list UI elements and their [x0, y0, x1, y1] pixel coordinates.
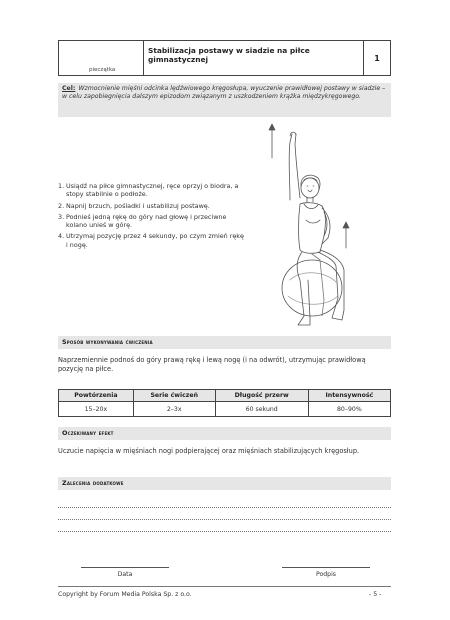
table-header: Serie ćwiczeń — [133, 390, 215, 402]
exercise-number: 1 — [374, 53, 380, 63]
exercise-illustration — [260, 120, 370, 335]
recommendations-heading: Zalecenia dodatkowe — [58, 477, 391, 490]
step-text: Usiądź na piłce gimnastycznej, ręce oprzyj o biodra, a stopy stabilnie o podłoże. — [66, 182, 239, 199]
table-header: Intensywność — [308, 390, 390, 402]
table-cell: 80–90% — [308, 402, 390, 417]
page-number: - 5 - — [369, 591, 382, 598]
step-text: Utrzymaj pozycję przez 4 sekundy, po czym zmień rękę i nogę. — [66, 232, 244, 249]
up-arrow-icon — [269, 124, 275, 158]
date-label: Data — [117, 571, 133, 578]
table-header: Powtórzenia — [59, 390, 134, 402]
step-text: Podnieś jedną rękę do góry nad głowę i przeciwne kolano unieś w górę. — [66, 212, 227, 230]
step-item — [58, 232, 244, 249]
signature-line — [282, 567, 370, 568]
exercise-title: Stabilizacja postawy w siadzie na piłce gimnastycznej — [144, 41, 364, 75]
up-arrow-icon — [343, 222, 349, 248]
goal-text: Wzmocnienie mięśni odcinka lędźwiowego kręgosłupa, wyuczenie prawidłowej postawy w siadzie – w celu zapobiegnięcia dalszym epizodom związanym z uszkodzeniem krążka międzykręgowego. — [62, 85, 386, 100]
exercise-header — [58, 40, 391, 76]
goal-box — [58, 83, 391, 117]
copyright-text: Copyright by Forum Media Polska Sp. z o.o. — [58, 591, 192, 598]
step-item — [58, 202, 244, 210]
stamp-cell — [59, 41, 144, 75]
footer-divider — [58, 586, 391, 587]
table-cell: 2–3x — [133, 402, 215, 417]
date-line — [81, 567, 169, 568]
dotted-line — [58, 519, 391, 520]
step-number: 4. — [58, 232, 65, 241]
table-header-row — [59, 390, 391, 402]
table-cell: 60 sekund — [215, 402, 308, 417]
step-number: 3. — [58, 212, 65, 221]
step-number: 2. — [58, 201, 65, 210]
stamp-label: pieczątka — [89, 67, 116, 73]
steps-list — [58, 182, 244, 252]
parameters-table — [58, 389, 391, 417]
method-heading: Sposób wykonywania ćwiczenia — [58, 336, 391, 349]
step-item — [58, 213, 244, 230]
table-cell: 15–20x — [59, 402, 134, 417]
step-text: Napnij brzuch, pośladki i ustabilizuj postawę. — [66, 201, 210, 210]
step-number: 1. — [58, 182, 65, 190]
table-header: Długość przerw — [215, 390, 308, 402]
signature-label: Podpis — [315, 571, 337, 578]
dotted-line — [58, 531, 391, 532]
table-row — [59, 402, 391, 417]
goal-label: Cel: — [62, 85, 76, 92]
step-item — [58, 182, 244, 199]
effect-text: Uczucie napięcia w mięśniach nogi podpierającej oraz mięśniach stabilizujących kręgosłup. — [58, 447, 360, 455]
dotted-line — [58, 507, 391, 508]
method-text: Naprzemiennie podnoś do góry prawą rękę i lewą nogę (i na odwrót), utrzymując prawidłową pozycję na piłce. — [58, 356, 366, 373]
effect-heading: Oczekiwany efekt — [58, 427, 391, 440]
